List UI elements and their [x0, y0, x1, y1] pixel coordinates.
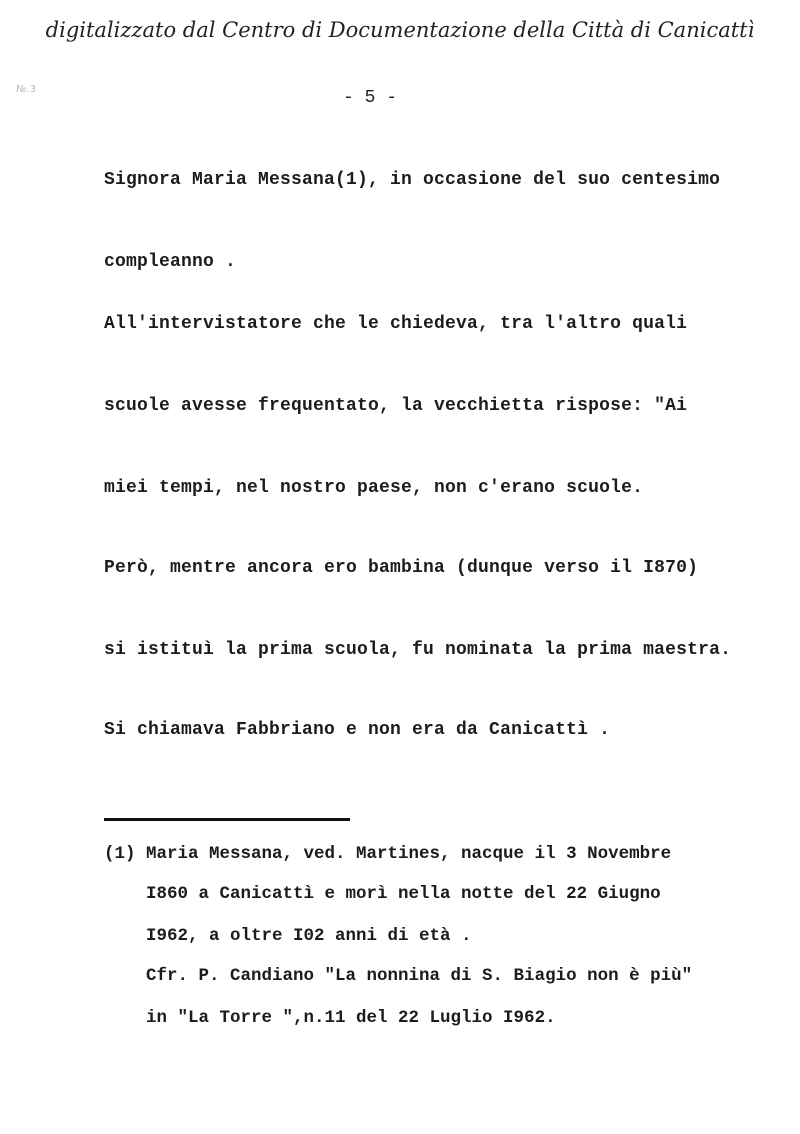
page-number: - 5 -: [342, 88, 397, 108]
body-line: Si chiamava Fabbriano e non era da Canicattì .: [104, 720, 611, 740]
footnote-marker: (1): [104, 844, 136, 864]
footnote-line: I962, a oltre I02 anni di età .: [146, 926, 472, 946]
body-line: Però, mentre ancora ero bambina (dunque verso il I870): [104, 558, 699, 578]
digitization-watermark: digitalizzato dal Centro di Documentazione della Città di Canicattì: [45, 18, 755, 42]
footnote-divider: [104, 818, 350, 821]
footnote-line: Cfr. P. Candiano "La nonnina di S. Biagio non è più": [146, 966, 693, 986]
body-line: compleanno .: [104, 252, 237, 272]
body-line: scuole avesse frequentato, la vecchietta rispose: "Ai: [104, 396, 688, 416]
footnote-line: in "La Torre ",n.11 del 22 Luglio I962.: [146, 1008, 556, 1028]
footnote-line: Maria Messana, ved. Martines, nacque il 3 Novembre: [146, 844, 672, 864]
body-line: Signora Maria Messana(1), in occasione del suo centesimo: [104, 170, 721, 190]
footnote-line: I860 a Canicattì e morì nella notte del 22 Giugno: [146, 884, 661, 904]
body-line: miei tempi, nel nostro paese, non c'erano scuole.: [104, 478, 644, 498]
body-line: si istituì la prima scuola, fu nominata la prima maestra.: [104, 640, 732, 660]
margin-mark: №.3: [16, 84, 36, 95]
body-line: All'intervistatore che le chiedeva, tra l'altro quali: [104, 314, 688, 334]
